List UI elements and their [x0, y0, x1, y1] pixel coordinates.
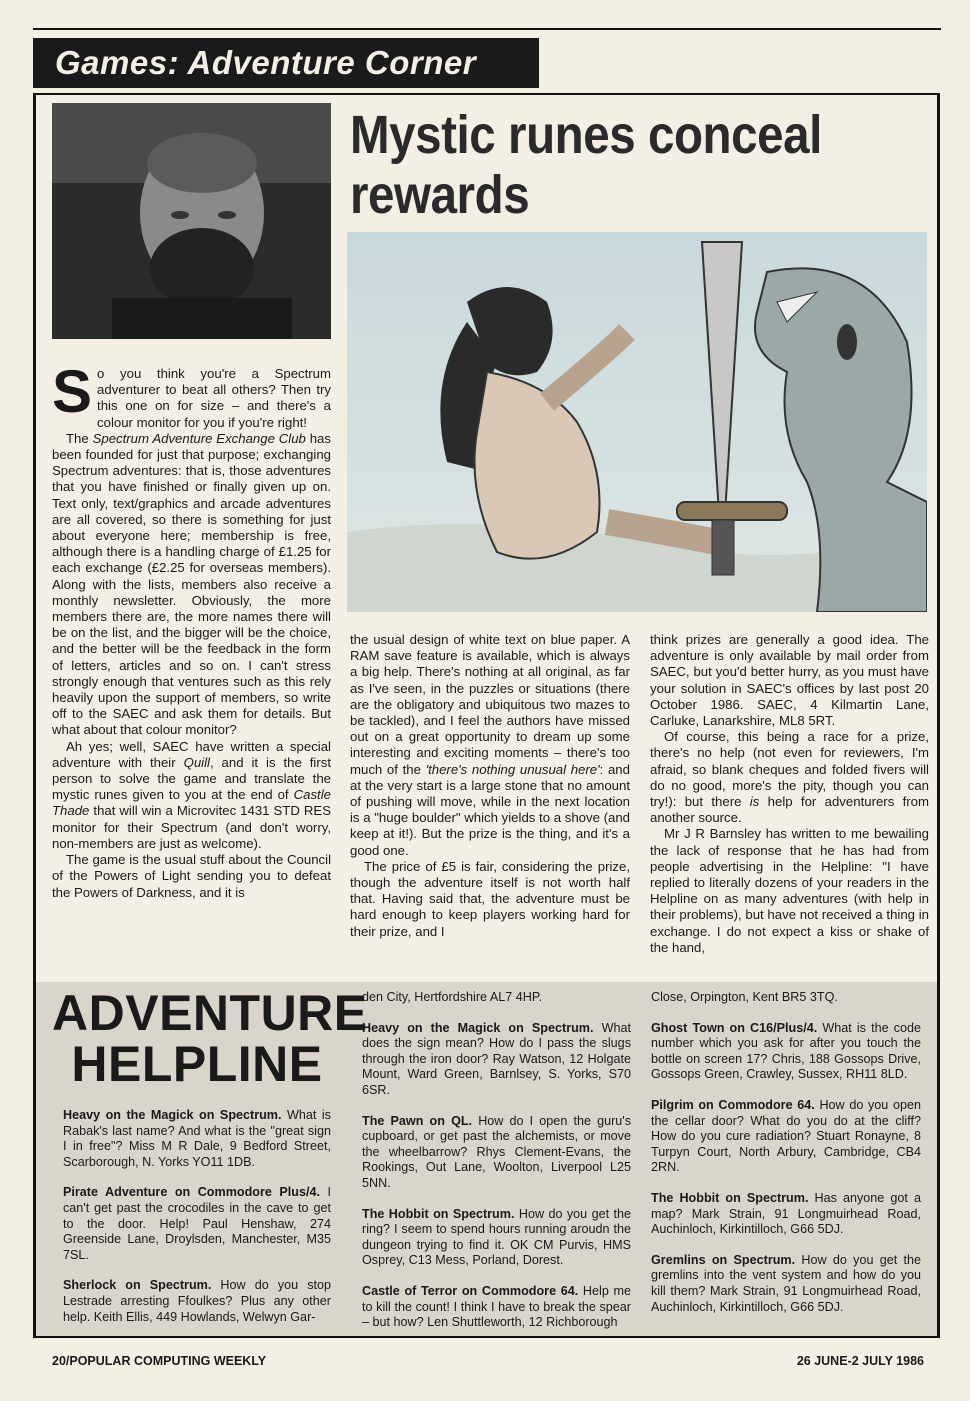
article-column-2 [350, 632, 630, 940]
helpline-entry: Sherlock on Spectrum. How do you stop Lestrade arresting Ffoulkes? Plus any other help. Keith Ellis, 449 Howlands, Welwyn Gar- [63, 1278, 331, 1324]
helpline-entry: The Pawn on QL. How do I open the guru's cupboard, or get past the alchemists, or move the wheelbarrow? Rhys Clement-Evans, the Rookings, Out Lane, Woolton, Liverpool L25 5NN. [362, 1113, 631, 1190]
paragraph: Mr J R Barnsley has written to me bewailing the lack of response that he has had from people advertising in the Helpline: "I have replied to literally dozens of your readers in the Helpline on as many adventures (with help in their problems), but have not received a thing in exchange. I do not expect a kiss or shake of the hand, [650, 826, 929, 955]
helpline-column-2 [362, 990, 631, 1346]
helpline-entry: Heavy on the Magick on Spectrum. What does the sign mean? How do I pass the slugs through the iron door? Ray Watson, 12 Holgate Mount, Ward Green, Barnlsey, S. Yorks, S70 6SR. [362, 1020, 631, 1097]
footer-date: 26 JUNE-2 JULY 1986 [796, 1354, 924, 1368]
helpline-entry: Gremlins on Spectrum. How do you get the gremlins into the vent system and how do you kill them? Mark Strain, 91 Longmuirhead Road, Auchinloch, Kirkintilloch, G66 5DJ. [651, 1252, 922, 1314]
paragraph: The price of £5 is fair, considering the prize, though the adventure itself is not worth half that. Having said that, the adventure must be hard enough to keep players working hard for their prize, and I [350, 858, 630, 939]
paragraph: Ah yes; well, SAEC have written a special adventure with their Quill, and it is the first person to solve the game and translate the mystic runes given to you at the end of Castle Thade that will win a Microvitec 1431 STD RES monitor for their Spectrum (and don't worry, non-members are just as welcome). [52, 738, 331, 851]
paragraph: think prizes are generally a good idea. The adventure is only available by mail order from SAEC, but you'd better hurry, as you must have your solution in SAEC's offices by last post 20 October 1986. SAEC, 4 Kilmartin Lane, Carluke, Lanarkshire, ML8 5RT. [650, 632, 929, 729]
paragraph: the usual design of white text on blue paper. A RAM save feature is available, which is always a big help. There's nothing at all original, as far as I've seen, in the puzzles or situations (there are the obligatory and ubiquitous two mazes to be tackled), and I feel the authors have missed out on a great opportunity to dream up some interesting and exciting moments – there's too much of the 'there's nothing unusual here': and at the very start is a large stone that no amount of pushing will move, while in the next location is a "huge boulder" which yields to a shove (and keep at it!). But the prize is the thing, and it's a good one. [350, 632, 630, 858]
headline: Mystic runes conceal rewards [350, 105, 822, 225]
author-photo [52, 103, 331, 339]
paragraph: Of course, this being a race for a prize, there's no help (not even for reviewers, I'm afraid, so blank cheques and folded fivers will do no good, more's the pity, though you can try!): but there is help for adventurers from another source. [650, 729, 929, 826]
helpline-entry: The Hobbit on Spectrum. Has anyone got a map? Mark Strain, 91 Longmuirhead Road, Auchinloch, Kirkintilloch, G66 5DJ. [651, 1190, 921, 1237]
helpline-entry: The Hobbit on Spectrum. How do you get the ring? I seem to spend hours running aroudn the dungeon trying to find it. OK CM Purvis, HMS Osprey, C13 Mess, Porland, Dorest. [362, 1206, 631, 1268]
frame-bottom-rule [33, 1336, 940, 1338]
helpline-entry: Pirate Adventure on Commodore Plus/4. I can't get past the crocodiles in the cave to get to the door. Help! Paul Henshaw, 274 Greenside Lane, Droylsden, Manchester, M35 7SL. [63, 1185, 332, 1262]
helpline-entry: Castle of Terror on Commodore 64. Help me to kill the count! I think I have to break the spear – but how? Len Shuttleworth, 12 Richborough [362, 1283, 631, 1330]
helpline-title: ADVENTURE HELPLINE [52, 985, 368, 1092]
dropcap: S [52, 358, 93, 425]
paragraph: The Spectrum Adventure Exchange Club has been founded for just that purpose; exchanging Spectrum adventures: that is, those adventures that you have finished or finally given up on. Text only, text/graphics and arcade adventures are all covered, so there is something for just about everyone here; membership is free, although there is a handling charge of £1.25 for each exchange (£2.25 for overseas members). Along with the lists, members also receive a monthly newsletter. Obviously, the more members there are, the more names there will be on the list, and the bigger will be the choice, and the better will be the feedback in the form of letters, articles and so on. I can't stress strongly enough that ventures such as this rely heavily upon the support of members, so write off to the SAEC and ask them for details. But what about that colour monitor? [52, 430, 331, 738]
article-column-3 [650, 632, 929, 956]
top-rule [33, 28, 941, 30]
helpline-entry-continued: den City, Hertfordshire AL7 4HP. [362, 990, 543, 1004]
helpline-column-1 [63, 1108, 331, 1340]
footer-page-label: 20/POPULAR COMPUTING WEEKLY [52, 1354, 267, 1368]
intro-paragraph: So you think you're a Spectrum adventurer to beat all others? Then try this one on for size – and there's a colour monitor for you if you're right! [52, 358, 331, 430]
helpline-entry-continued: Close, Orpington, Kent BR5 3TQ. [651, 990, 838, 1004]
frame-top-rule [36, 93, 940, 95]
frame-right-rule [937, 93, 940, 1338]
helpline-entry: Heavy on the Magick on Spectrum. What is Rabak's last name? And what is the "great sign I in free"? Miss M R Dale, 9 Bedford Street, Scarborough, N. Yorks YO11 1DB. [63, 1108, 331, 1169]
section-banner: Games: Adventure Corner [33, 38, 539, 88]
paragraph: The game is the usual stuff about the Council of the Powers of Light sending you to defeat the Powers of Darkness, and it is [52, 852, 331, 900]
helpline-column-3 [651, 990, 921, 1330]
article-column-1 [52, 358, 331, 901]
helpline-entry: Pilgrim on Commodore 64. How do you open the cellar door? What do you do at the cliff? How do you cure radiation? Stuart Ronayne, 8 Turpyn Court, North Arbury, Cambridge, CB4 2RN. [651, 1097, 921, 1175]
helpline-entry: Ghost Town on C16/Plus/4. What is the code number which you ask for after you touch the bottle on screen 17? Chris, 188 Gossops Drive, Gossops Green, Crawley, Sussex, RH11 8LD. [651, 1020, 921, 1082]
barbarian-dinosaur-illustration [347, 232, 927, 612]
